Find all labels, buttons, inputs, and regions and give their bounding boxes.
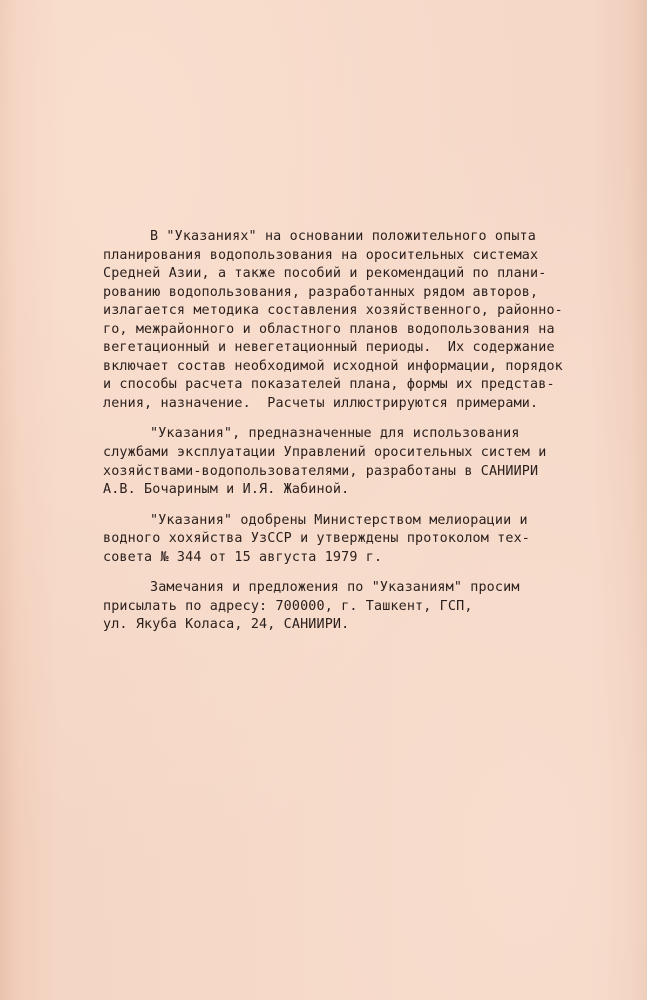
paragraph-gap [103, 567, 623, 579]
paragraph-contact-address [103, 579, 623, 635]
text-line: и способы расчета показателей плана, формы их представ- [103, 377, 555, 393]
text-line: Замечания и предложения по "Указаниям" просим [150, 580, 520, 596]
paragraph-gap [103, 413, 623, 425]
text-line: го, межрайонного и областного планов водопользования на [103, 321, 555, 337]
text-line: "Указания" одобрены Министерством мелиорации и [150, 512, 528, 528]
text-line: совета № 344 от 15 августа 1979 г. [103, 549, 383, 565]
text-line: Средней Азии, а также пособий и рекомендаций по плани- [103, 266, 547, 282]
text-line: хозяйствами-водопользователями, разработаны в САНИИРИ [103, 463, 539, 479]
text-line: В "Указаниях" на основании положительного опыта [150, 229, 536, 244]
text-line: "Указания", предназначенные для использования [150, 426, 520, 442]
paragraph-authors [103, 425, 623, 499]
text-line: службами эксплуатации Управлений оросительных систем и [103, 445, 547, 461]
text-line: вегетационный и невегетационный периоды. Их содержание [103, 340, 555, 356]
text-line: планирования водопользования на оросительных системах [103, 247, 539, 263]
paragraph-abstract [103, 228, 623, 413]
paragraph-approval [103, 512, 623, 568]
text-line: ул. Якуба Коласа, 24, САНИИРИ. [103, 617, 350, 633]
document-body [103, 228, 623, 635]
text-line: излагается методика составления хозяйственного, районно- [103, 303, 563, 319]
text-line: рованию водопользования, разработанных рядом авторов, [103, 284, 539, 300]
text-line: А.В. Бочариным и И.Я. Жабиной. [103, 482, 350, 498]
text-line: включает состав необходимой исходной информации, порядок [103, 358, 563, 374]
text-line: присылать по адресу: 700000, г. Ташкент, ГСП, [103, 598, 473, 614]
paragraph-gap [103, 500, 623, 512]
text-line: водного хохяйства УзССР и утверждены протоколом тех- [103, 531, 531, 547]
text-line: ления, назначение. Расчеты иллюстрируются примерами. [103, 395, 539, 411]
